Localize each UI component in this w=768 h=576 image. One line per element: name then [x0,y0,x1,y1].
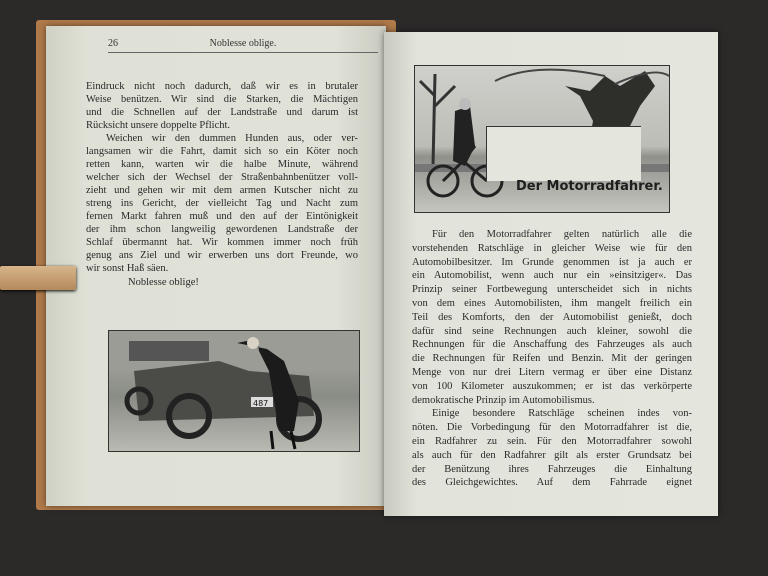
text-line: Rechnungen für die Anschaffung des Fahrzeuges als auch [412,339,692,351]
car-photo [108,330,360,452]
text-line: Menge von nur drei Litern vermag er über eine Distanz [412,366,692,378]
running-title: Noblesse oblige. [209,38,277,49]
text-line: zieht und gehen wir mit dem armen Kutscher nicht zu [86,185,358,196]
text-line: Schlaf übermannt hat. Wir kommen immer noch früh [86,237,358,248]
text-line: Einige besondere Ratschläge scheinen indes von- [432,408,692,420]
text-line: und die Schnellen auf der Landstraße und darum ist [86,107,358,118]
text-line: ein Automobilist, wenn auch nur ein »einsitziger«. Das [412,270,692,282]
text-line: demokratische Prinzip im Automobilismus. [412,394,595,406]
title-box [486,126,641,181]
text-line: Teil des Komforts, den der Automobilist genießt, doch [412,311,692,323]
text-line: welcher sich der Wechsel der Straßenbahnbenützer voll- [86,172,358,183]
text-line: fernen Markt fahren muß und den auf der Eintönigkeit [86,211,358,222]
text-line: Weise benützen. Wir sind die Starken, die Mächtigen [86,94,358,105]
left-body-text [86,80,358,275]
text-line: von 100 Kilometer auszukommen; er ist das verkörperte [412,380,692,392]
text-line: dafür sind seine Rechnungen auch kleiner, sowohl die [412,325,692,337]
text-line: Automobilbesitzer. Im Grunde genommen ist ja auch er [412,256,692,268]
closing-line: Noblesse oblige! [128,277,199,288]
text-line: langsamen wir die Fahrt, damit sich so ein Köter noch [86,146,358,157]
license-plate: 487 [253,399,269,408]
text-line: streng ins Gericht, der vielleicht Tag und Nacht zum [86,198,358,209]
text-line: der Benützung ihres Fahrzeuges die Einhaltung [412,463,692,475]
text-line: ein Radfahrer zu sein. Für den Motorradfahrer sowohl [412,435,692,447]
clothespin [0,266,76,290]
car-illustration [109,331,359,451]
text-line: des Gleichgewichtes. Auf dem Fahrrade eignet [412,477,692,489]
text-line: Prinzip seiner Fortbewegung unterscheidet sich in nichts [412,284,692,296]
right-body-text [412,228,692,490]
text-line: der ihm schon langweilig gewordenen Landstraße der [86,224,358,235]
text-line: Weichen wir den dummen Hunden aus, oder ver- [106,133,358,144]
text-line: Für den Motorradfahrer gelten natürlich alle die [432,229,692,240]
text-line: genug ans Ziel und wir erwerben uns dort Freunde, wo [86,250,358,261]
text-line: Rücksicht unsere doppelte Pflicht. [86,120,231,131]
left-page [46,26,386,506]
text-line: Eindruck nicht noch dadurch, daß wir es in brutaler [86,81,358,92]
text-line: wir sonst Haß säen. [86,263,169,274]
text-line: nöten. Die Vorbedingung für den Motorradfahrer ist die, [412,422,692,434]
text-line: als auch für den Radfahrer gilt als erster Grundsatz bei [412,449,692,461]
right-page [384,32,718,516]
section-title: Der Motorradfahrer. [516,179,663,194]
text-line: retten kann, warten wir die halbe Minute, während [86,159,358,170]
running-header [108,38,378,53]
text-line: vorstehenden Ratschläge in gleicher Weise wie für den [412,242,692,254]
page-number: 26 [108,38,118,49]
text-line: von dem eines Automobilisten, ihm mangelt freilich ein [412,297,692,309]
text-line: die Rechnungen für Reifen und Benzin. Mit der geringen [412,353,692,365]
